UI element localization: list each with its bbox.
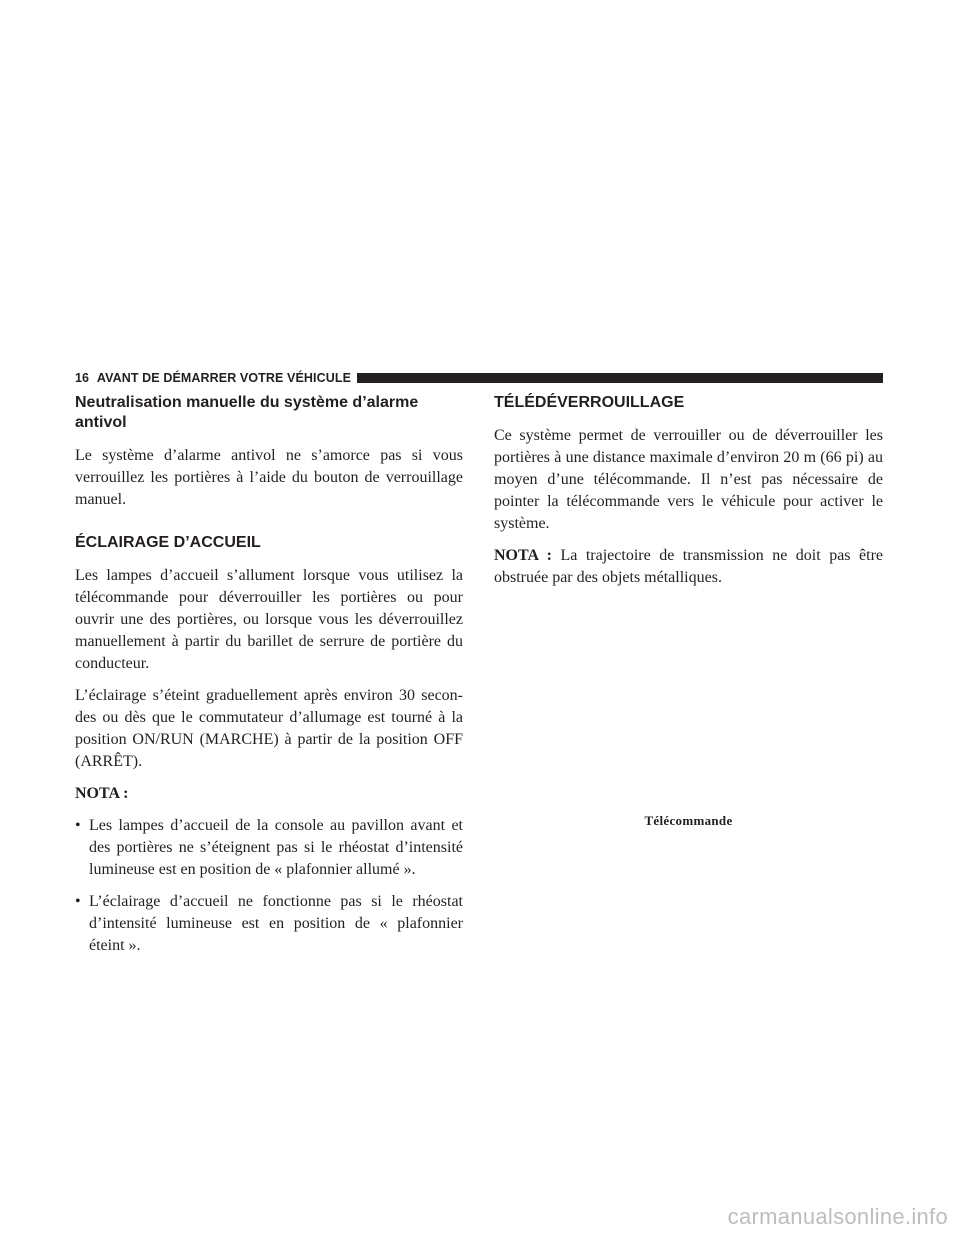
watermark: carmanualsonline.info	[727, 1204, 948, 1229]
heading-eclairage-accueil: ÉCLAIRAGE D’ACCUEIL	[75, 534, 261, 551]
paragraph-neutralisation: Le système d’alarme antivol ne s’amorce pas si vous verrouillez les portières à l’aide du bouton de verrouillage manuel.	[75, 447, 463, 508]
bullet-icon: •	[75, 817, 81, 834]
bullet-icon: •	[75, 893, 81, 910]
paragraph-eclairage-eteint: L’éclairage s’éteint graduellement après environ 30 secon-des ou dès que le commutateur d’allumage est tourné à la position ON/RUN (MARCHE) à partir de la position OFF (ARRÊT).	[75, 687, 463, 770]
header-rule	[357, 373, 883, 383]
right-column	[494, 393, 883, 599]
list-item	[75, 815, 463, 881]
page-header	[75, 370, 883, 386]
left-column	[75, 393, 463, 967]
list-item	[75, 891, 463, 957]
nota-text: La trajectoire de transmission ne doit pas être obstruée par des objets métalliques.	[494, 547, 883, 586]
heading-neutralisation: Neutralisation manuelle du système d’alarme antivol	[75, 394, 419, 431]
remote-figure	[494, 572, 883, 804]
figure-caption: Télécommande	[644, 813, 733, 828]
nota-label	[75, 783, 463, 805]
section-title: AVANT DE DÉMARRER VOTRE VÉHICULE	[96, 371, 352, 385]
list-item-text: Les lampes d’accueil de la console au pavillon avant et des portières ne s’éteignent pas si le rhéostat d’intensité lumineuse est en position de « plafonnier allumé ».	[89, 817, 463, 878]
paragraph-lampes-accueil: Les lampes d’accueil s’allument lorsque vous utilisez la télécommande pour déverrouiller les portières ou pour ouvrir une des portières, ou lorsque vous les déverrouillez manuellement à partir du barillet de serrure de portière du conducteur.	[75, 567, 463, 672]
nota-bold: NOTA :	[75, 785, 129, 802]
heading-teledeverrouillage: TÉLÉDÉVERROUILLAGE	[494, 394, 685, 411]
page-number: 16	[75, 371, 89, 385]
list-item-text: L’éclairage d’accueil ne fonctionne pas si le rhéostat d’intensité lumineuse est en position de « plafonnier éteint ».	[89, 893, 463, 954]
nota-bold: NOTA :	[494, 547, 552, 564]
paragraph-teledeverrouillage: Ce système permet de verrouiller ou de déverrouiller les portières à une distance maximale d’environ 20 m (66 pi) au moyen d’une télécommande. Il n’est pas nécessaire de pointer la télécommande vers le véhicule pour activer le système.	[494, 427, 883, 532]
